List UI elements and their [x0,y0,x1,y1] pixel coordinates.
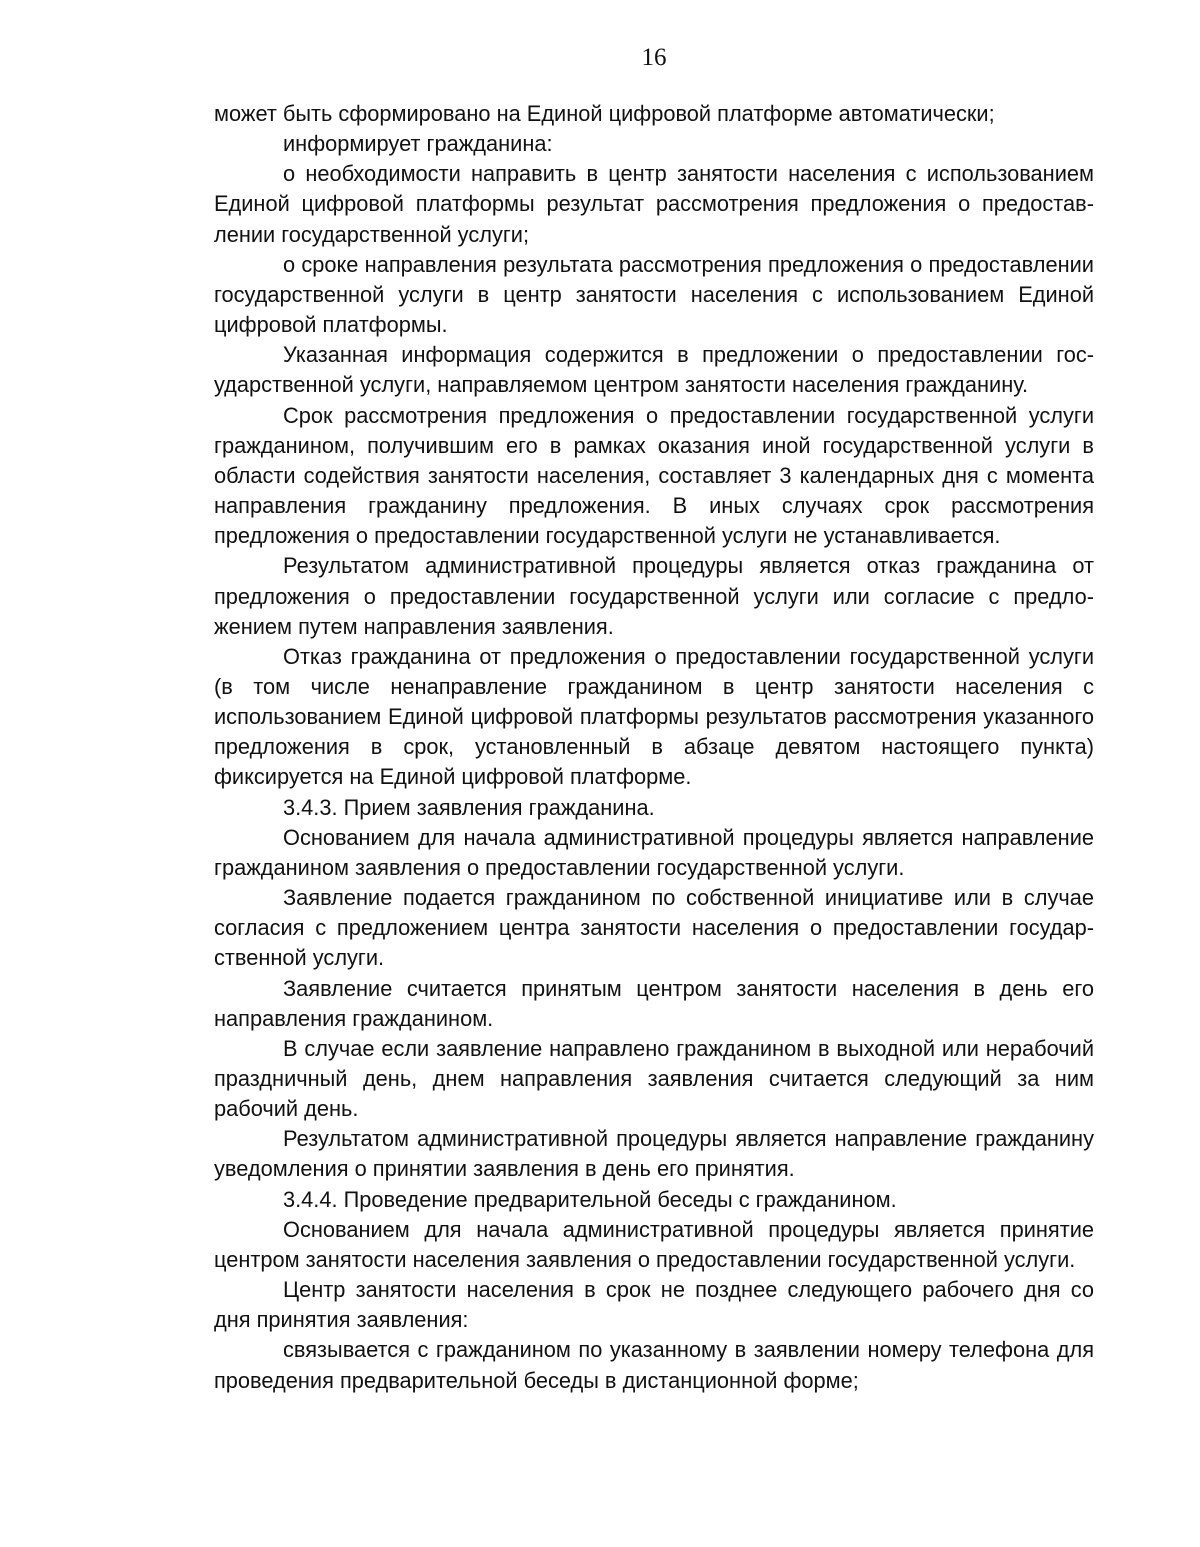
paragraph: Основанием для начала административной процедуры является направление гражданином заявления о предоставлении государственной услуги. [214,824,1094,880]
document-body [214,99,1094,1396]
paragraph: Результатом административной процедуры является отказ гражданина от предложения о предоставлении государственной услуги или согласие с предложением путем направления заявления. [214,553,1094,639]
paragraph: Срок рассмотрения предложения о предоставлении государственной услуги гражданином, получившим его в рамках оказания иной государственной услуги в области содействия занятости населения, составляет 3 календарных дня с момента направления гражданину предложения. В иных случаях срок рассмотрения предложения о предоставлении государственной услуги не устанавливается. [214,402,1094,549]
section-heading-3-4-3: 3.4.3. Прием заявления гражданина. [283,794,655,820]
paragraph: Отказ гражданина от предложения о предоставлении государственной услуги (в том числе ненаправление гражданином в центр занятости населения с использованием Единой цифровой платформы результатов рассмотрения указанного предложения в срок, установленный в абзаце девятом настоящего пункта) фиксируется на Единой цифровой платформе. [214,643,1094,790]
paragraph: Заявление подается гражданином по собственной инициативе или в случае согласия с предложением центра занятости населения о предоставлении государственной услуги. [214,885,1094,971]
page-number: 16 [641,44,667,71]
paragraph: может быть сформировано на Единой цифровой платформе автоматически; [214,101,995,126]
paragraph: Результатом административной процедуры является направление гражданину уведомления о принятии заявления в день его принятия. [214,1126,1094,1182]
paragraph: о необходимости направить в центр занятости населения с использованием Единой цифровой платформы результат рассмотрения предложения о предоставлении государственной услуги; [214,161,1094,247]
paragraph: В случае если заявление направлено гражданином в выходной или нерабочий праздничный день, днем направления заявления считается следующий за ним рабочий день. [214,1035,1094,1122]
section-heading-3-4-4: 3.4.4. Проведение предварительной беседы с гражданином. [283,1186,897,1212]
paragraph: Центр занятости населения в срок не позднее следующего рабочего дня со дня принятия заявления: [214,1277,1094,1333]
paragraph: Заявление считается принятым центром занятости населения в день его направления гражданином. [214,975,1094,1031]
paragraph: Указанная информация содержится в предложении о предоставлении государственной услуги, направляемом центром занятости населения гражданину. [214,342,1094,398]
paragraph: связывается с гражданином по указанному в заявлении номеру телефона для проведения предварительной беседы в дистанционной форме; [214,1337,1094,1393]
paragraph: Основанием для начала административной процедуры является принятие центром занятости населения заявления о предоставлении государственной услуги. [214,1216,1094,1272]
paragraph: о сроке направления результата рассмотрения предложения о предоставлении государственной услуги в центр занятости населения с использованием Единой цифровой платформы. [214,251,1094,338]
paragraph: информирует гражданина: [283,131,553,157]
